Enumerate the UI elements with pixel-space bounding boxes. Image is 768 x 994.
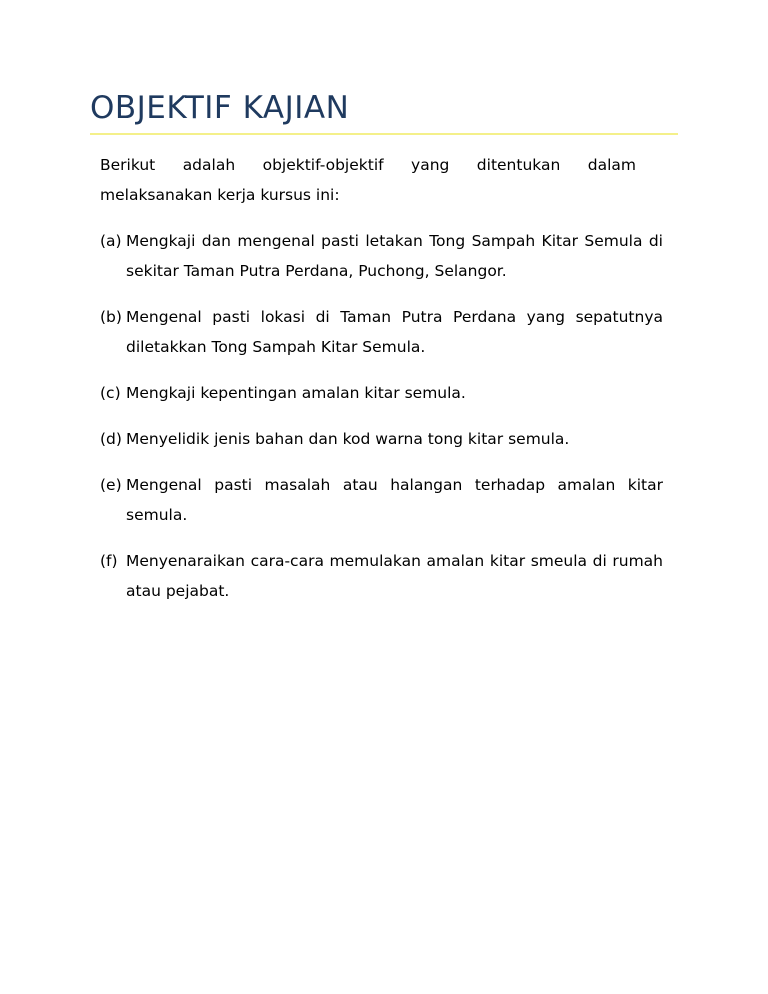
objective-text: Mengenal pasti masalah atau halangan terhadap amalan kitar semula. xyxy=(126,476,663,524)
objective-item-e xyxy=(100,470,663,530)
intro-paragraph: Berikut adalah objektif-objektif yang ditentukan dalam melaksanakan kerja kursus ini: xyxy=(100,156,636,204)
objective-marker: (a) xyxy=(100,232,122,250)
objective-marker: (e) xyxy=(100,476,122,494)
objective-text: Menyenaraikan cara-cara memulakan amalan kitar smeula di rumah atau pejabat. xyxy=(126,552,663,600)
objective-item-b xyxy=(100,302,663,362)
objective-item-c xyxy=(100,378,663,408)
objective-text: Mengkaji kepentingan amalan kitar semula. xyxy=(126,384,466,402)
objectives-list xyxy=(100,226,663,622)
page-title: OBJEKTIF KAJIAN xyxy=(90,90,350,126)
objective-item-f xyxy=(100,546,663,606)
objective-text: Mengenal pasti lokasi di Taman Putra Perdana yang sepatutnya diletakkan Tong Sampah Kitar Semula. xyxy=(126,308,663,356)
objective-text: Menyelidik jenis bahan dan kod warna tong kitar semula. xyxy=(126,430,570,448)
objective-marker: (b) xyxy=(100,308,122,326)
title-underline xyxy=(90,133,678,135)
objective-marker: (f) xyxy=(100,552,118,570)
objective-marker: (c) xyxy=(100,384,121,402)
objective-text: Mengkaji dan mengenal pasti letakan Tong Sampah Kitar Semula di sekitar Taman Putra Perdana, Puchong, Selangor. xyxy=(126,232,663,280)
objective-item-d xyxy=(100,424,663,454)
objective-item-a xyxy=(100,226,663,286)
objective-marker: (d) xyxy=(100,430,122,448)
